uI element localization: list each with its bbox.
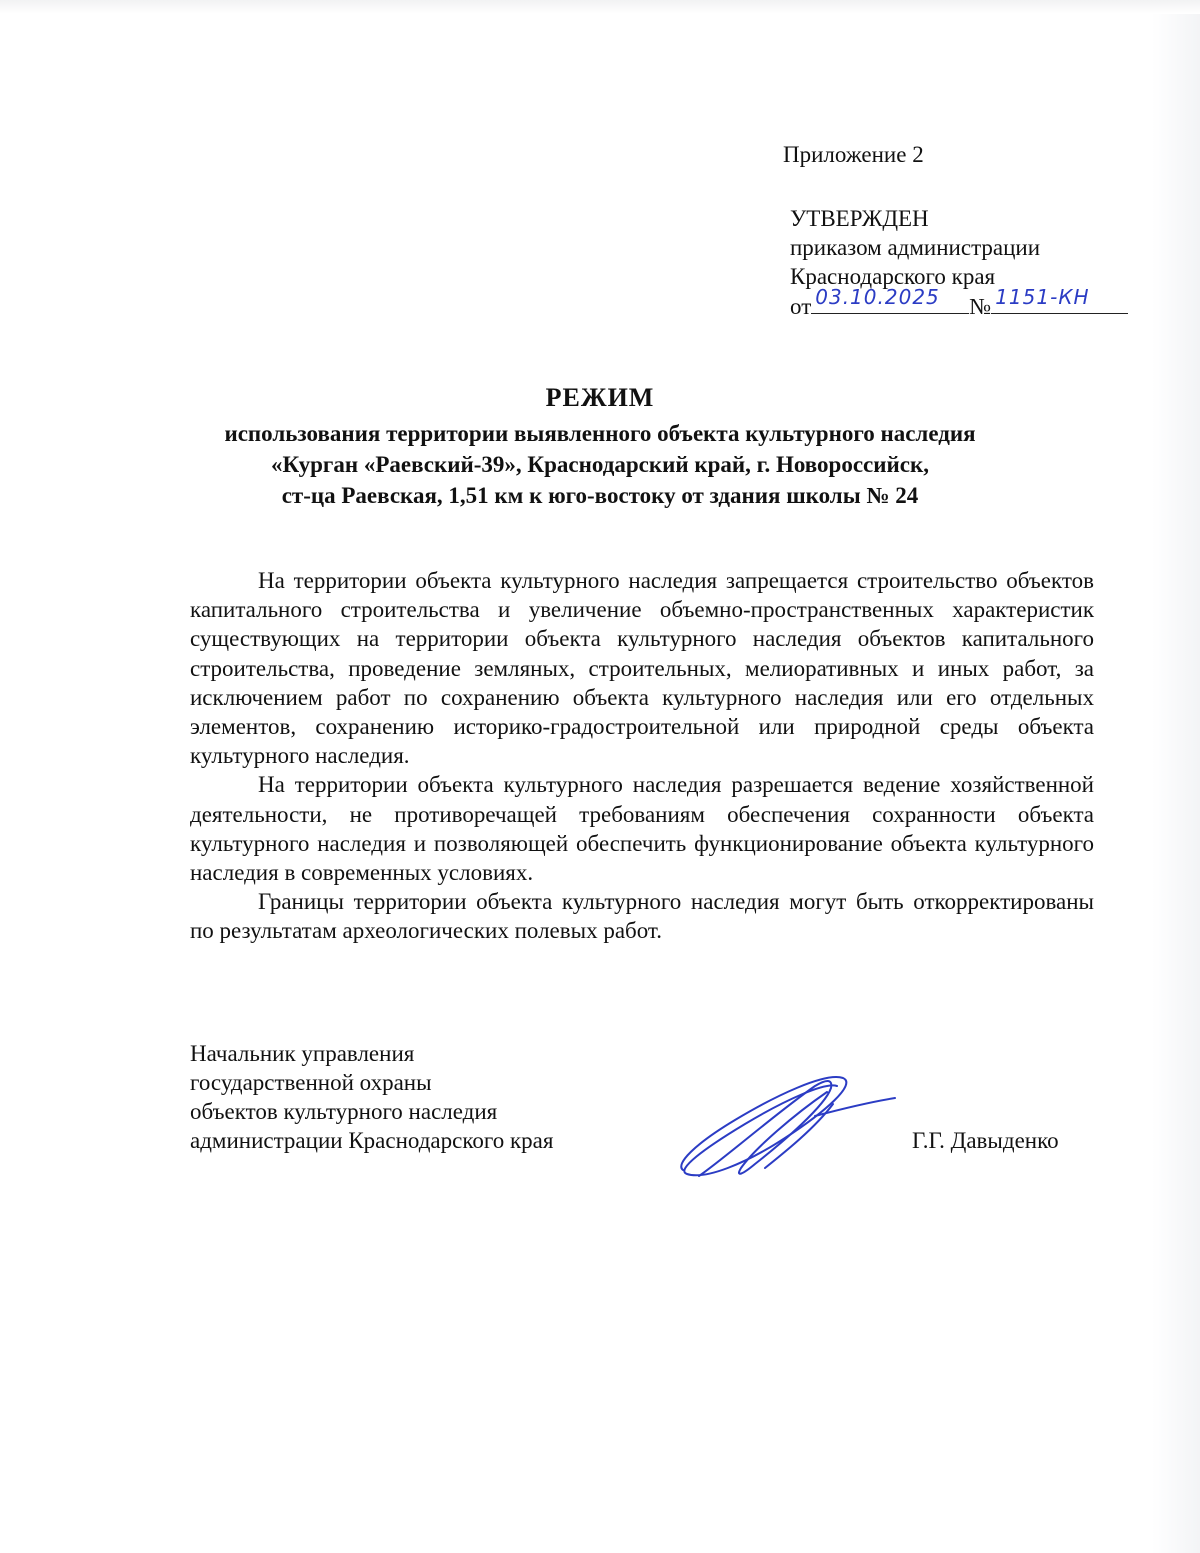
by-order-label: приказом администрации: [790, 235, 1041, 260]
from-label: от: [790, 294, 812, 319]
handwritten-number: 1151-КН: [995, 285, 1090, 309]
document-body: [190, 566, 1094, 946]
position-line: Начальник управления: [190, 1041, 415, 1066]
number-blank: [991, 285, 1128, 314]
number-label: №: [969, 294, 992, 319]
title-line-2: «Курган «Раевский-39», Краснодарский край, г. Новороссийск,: [271, 452, 929, 477]
document-title: [150, 378, 1050, 511]
order-date-number-line: [790, 285, 1128, 321]
position-line: администрации Краснодарского края: [190, 1128, 554, 1153]
handwritten-date: 03.10.2025: [815, 285, 940, 309]
body-paragraph: На территории объекта культурного наследия разрешается ведение хозяйственной деятельности, не противоречащей требованиям обеспечения сохранности объекта культурного наследия и позволяющей обеспечить функционирование объекта культурного наследия в современных условиях.: [190, 772, 1094, 886]
appendix-label: Приложение 2: [783, 142, 924, 167]
approval-stamp-block: [790, 204, 1128, 321]
date-blank: [811, 285, 969, 314]
title-line-1: использования территории выявленного объекта культурного наследия: [224, 421, 976, 446]
title-main: РЕЖИМ: [545, 383, 655, 412]
body-paragraph: На территории объекта культурного наследия запрещается строительство объектов капитального строительства и увеличение объемно-пространственных характеристик существующих на территории объекта культурного наследия объектов капитального строительства, проведение земляных, строительных, мелиоративных и иных работ, за исключением работ по сохранению объекта культурного наследия или его отдельных элементов, сохранению историко-градостроительной или природной среды объекта культурного наследия.: [190, 568, 1094, 769]
authority-label: Краснодарского края: [790, 264, 996, 289]
position-line: государственной охраны: [190, 1070, 432, 1095]
body-paragraph: Границы территории объекта культурного наследия могут быть откорректированы по результатам археологических полевых работ.: [190, 889, 1094, 944]
signatory-position: [190, 1039, 553, 1155]
scan-edge-shadow: [0, 0, 1200, 14]
approved-label: УТВЕРЖДЕН: [790, 206, 929, 231]
signatory-name: Г.Г. Давыденко: [912, 1128, 1059, 1153]
handwritten-signature: [665, 1068, 905, 1186]
title-line-3: ст-ца Раевская, 1,51 км к юго-востоку от здания школы № 24: [281, 483, 919, 508]
position-line: объектов культурного наследия: [190, 1099, 498, 1124]
